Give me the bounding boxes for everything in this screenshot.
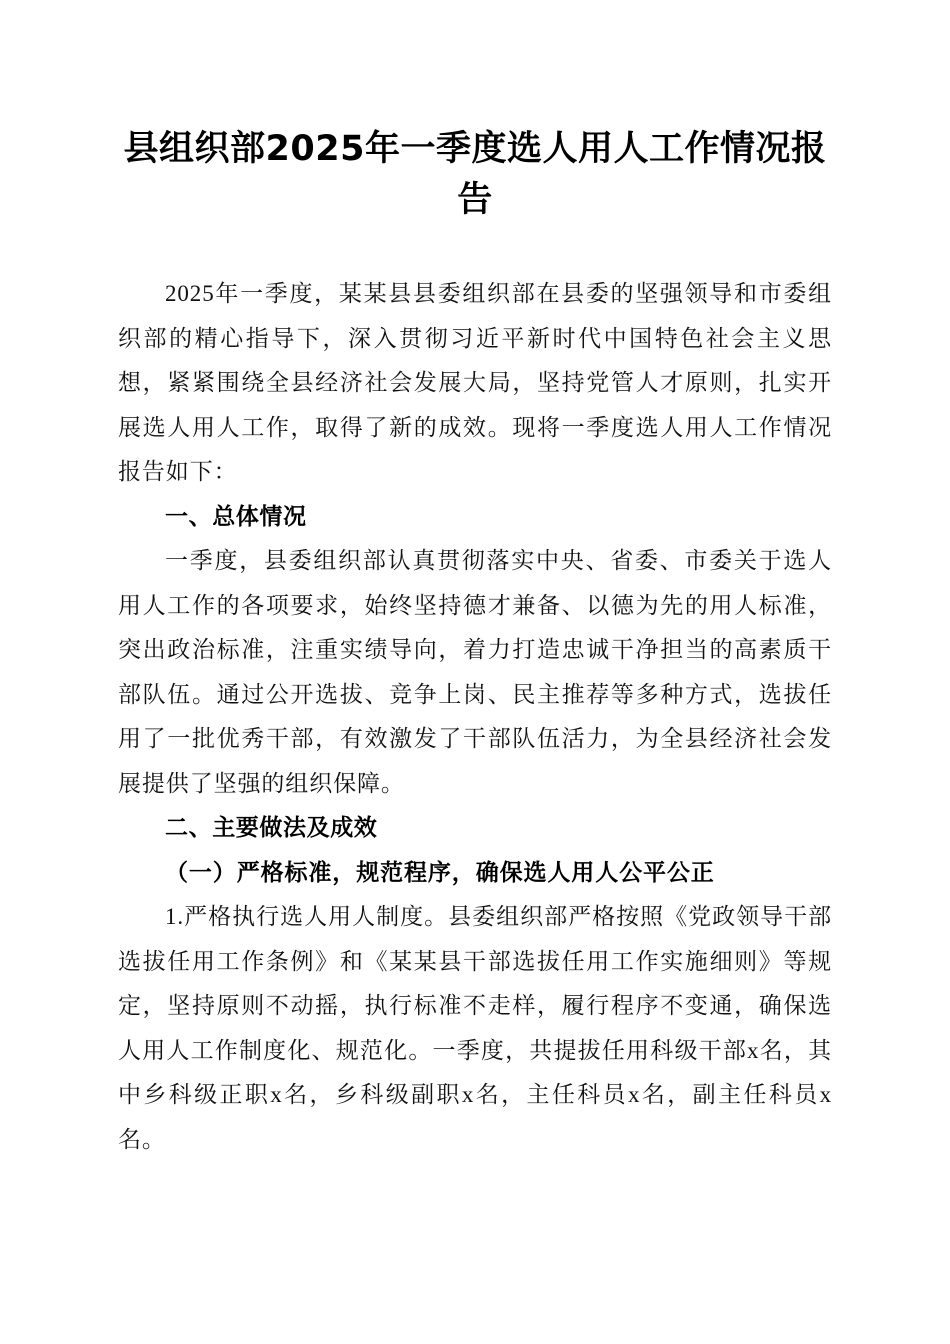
heading-total-situation: 一、总体情况 [165,503,307,530]
total-situation-paragraph: 一季度，县委组织部认真贯彻落实中央、省委、市委关于选人用人工作的各项要求，始终坚持德才兼备、以德为先的用人标准，突出政治标准，注重实绩导向，着力打造忠诚干净担当的高素质干部队伍。通过公开选拔、竞争上岗、民主推荐等多种方式，选拔任用了一批优秀干部，有效激发了干部队伍活力，为全县经济社会发展提供了坚强的组织保障。 [118,548,832,796]
document-body [118,272,832,1162]
intro-paragraph: 2025年一季度，某某县县委组织部在县委的坚强领导和市委组织部的精心指导下，深入贯彻习近平新时代中国特色社会主义思想，紧紧围绕全县经济社会发展大局，坚持党管人才原则，扎实开展选人用人工作，取得了新的成效。现将一季度选人用人工作情况报告如下： [118,281,832,484]
document-title: 县组织部2025年一季度选人用人工作情况报告 [123,129,827,220]
item-strict-system-paragraph: 1.严格执行选人用人制度。县委组织部严格按照《党政领导干部选拔任用工作条例》和《某某县干部选拔任用工作实施细则》等规定，坚持原则不动摇，执行标准不走样，履行程序不变通，确保选人用人工作制度化、规范化。一季度，共提拔任用科级干部x名，其中乡科级正职x名，乡科级副职x名，主任科员x名，副主任科员x名。 [118,904,832,1152]
heading-main-practices: 二、主要做法及成效 [165,815,378,841]
heading-strict-standards: （一）严格标准，规范程序，确保选人用人公平公正 [165,859,715,885]
